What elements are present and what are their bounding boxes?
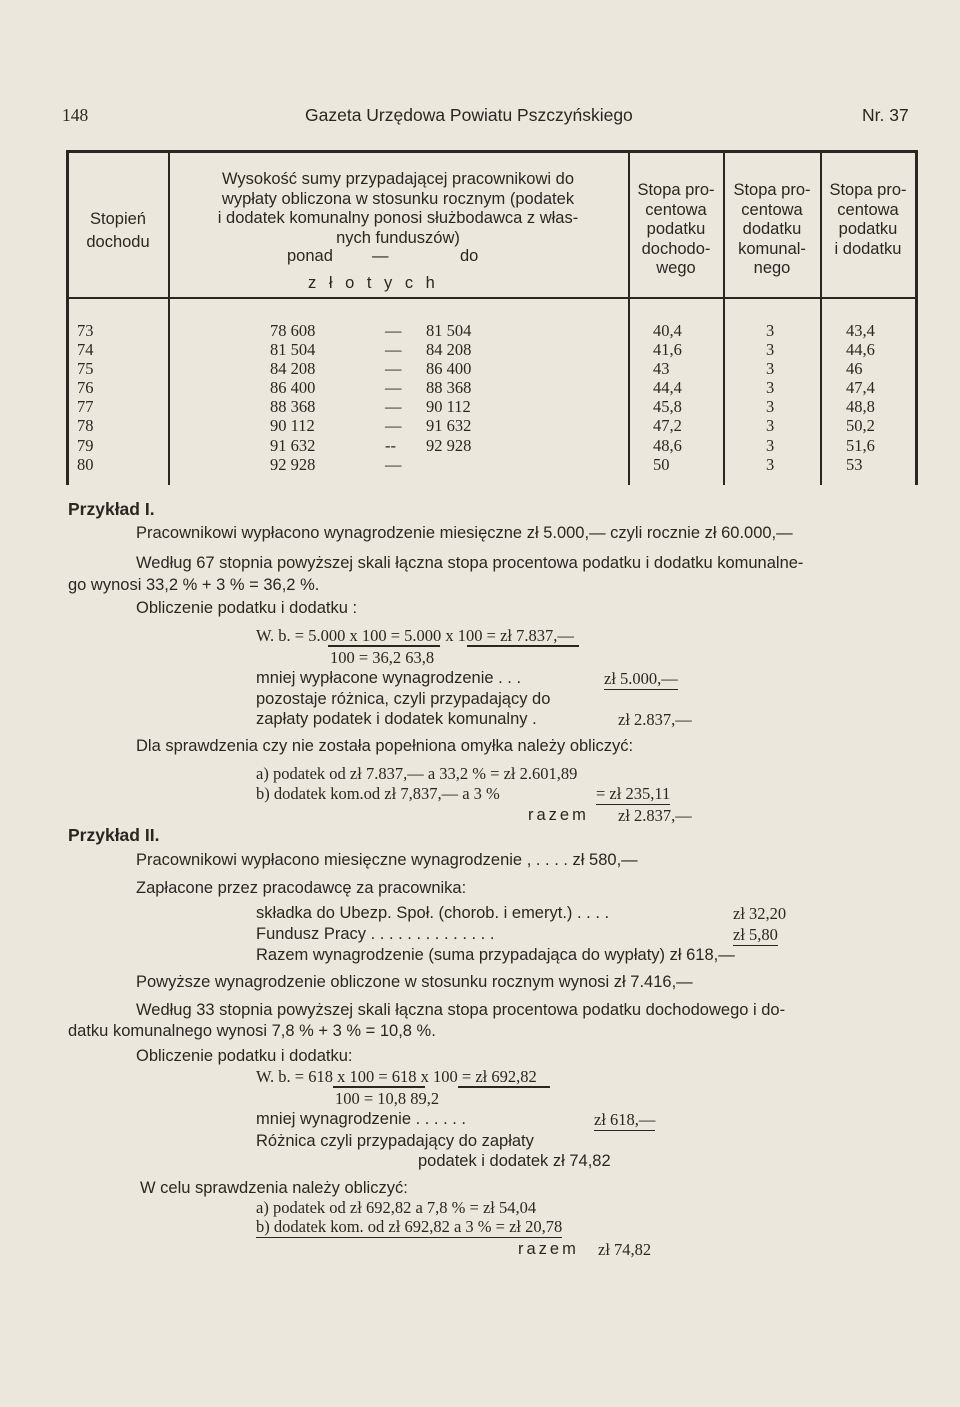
- cell-communal-rate: 3: [766, 359, 775, 378]
- calc-line: a) podatek od zł 692,82 a 7,8 % = zł 54,04: [256, 1198, 537, 1217]
- cell-to: 92 928: [426, 436, 472, 455]
- total-value: zł 2.837,—: [618, 806, 692, 825]
- cell-income-rate: 47,2: [653, 416, 682, 435]
- page-number: 148: [62, 105, 89, 125]
- head-text: podatku: [646, 220, 706, 238]
- head-do: do: [460, 247, 479, 265]
- head-text: komunal-: [738, 239, 806, 258]
- cell-communal-rate: 3: [766, 455, 775, 474]
- head-text: dochodu: [86, 233, 150, 251]
- issue-number: Nr. 37: [862, 105, 909, 125]
- head-text: centowa: [741, 200, 803, 219]
- cell-from: 86 400: [270, 378, 316, 397]
- head-text: i dodatku: [834, 239, 902, 258]
- cell-dash: --: [385, 436, 396, 455]
- calc-line: zapłaty podatek i dodatek komunalny .: [256, 710, 537, 728]
- cell-from: 90 112: [270, 416, 315, 435]
- calc-line: b) dodatek kom. od zł 692,82 a 3 % = zł 20,78: [256, 1217, 563, 1236]
- cell-communal-rate: 3: [766, 436, 775, 455]
- cell-total-rate: 48,8: [846, 397, 875, 416]
- cell-from: 84 208: [270, 359, 316, 378]
- fraction-bar: [328, 645, 440, 647]
- head-text: dodatku: [742, 220, 802, 238]
- head-text: i dodatek komunalny ponosi służbodawca z włas-: [217, 209, 579, 227]
- paragraph: Według 33 stopnia powyższej skali łączna stopa procentowa podatku dochodowego i do-: [136, 1001, 786, 1019]
- table-right-border: [915, 150, 918, 485]
- cell-income-rate: 48,6: [653, 436, 682, 455]
- formula: W. b. = 618 x 100 = 618 x 100 = zł 692,82: [256, 1067, 537, 1086]
- head-stopien: [70, 208, 166, 254]
- cell-dash: —: [385, 397, 402, 416]
- calc-line: składka do Ubezp. Społ. (chorob. i emeryt.) . . . .: [256, 904, 610, 922]
- cell-dash: —: [385, 321, 402, 340]
- calc-line: a) podatek od zł 7.837,— a 33,2 % = zł 2.601,89: [256, 764, 578, 783]
- cell-income-rate: 43: [653, 359, 670, 378]
- calc-line: Fundusz Pracy . . . . . . . . . . . . . .: [256, 925, 495, 943]
- cell-from: 81 504: [270, 340, 316, 359]
- cell-stopien: 74: [77, 340, 94, 359]
- calc-line: pozostaje różnica, czyli przypadający do: [256, 690, 551, 708]
- head-income-tax-rate: [630, 181, 722, 279]
- cell-to: 88 368: [426, 378, 472, 397]
- calc-line: podatek i dodatek zł 74,82: [418, 1152, 611, 1170]
- cell-stopien: 75: [77, 359, 94, 378]
- paragraph: Powyższe wynagrodzenie obliczone w stosunku rocznym wynosi zł 7.416,—: [136, 973, 693, 991]
- cell-to: 90 112: [426, 397, 471, 416]
- head-text: Stopa pro-: [733, 181, 811, 199]
- head-text: wypłaty obliczona w stosunku rocznym (podatek: [221, 189, 575, 208]
- paragraph: datku komunalnego wynosi 7,8 % + 3 % = 10,8 %.: [68, 1022, 436, 1040]
- head-total-rate: [822, 181, 914, 259]
- cell-income-rate: 44,4: [653, 378, 682, 397]
- paragraph: Obliczenie podatku i dodatku:: [136, 1047, 353, 1065]
- table-head-rule: [66, 297, 918, 299]
- cell-communal-rate: 3: [766, 416, 775, 435]
- calc-value: zł 2.837,—: [618, 710, 692, 729]
- head-amount: [170, 170, 626, 248]
- head-dash: —: [372, 247, 389, 265]
- cell-communal-rate: 3: [766, 321, 775, 340]
- cell-stopien: 78: [77, 416, 94, 435]
- example-two-title: Przykład II.: [68, 825, 160, 845]
- head-text: wego: [656, 259, 696, 277]
- calc-line: Razem wynagrodzenie (suma przypadająca do wypłaty) zł 618,—: [256, 946, 735, 964]
- head-text: centowa: [645, 200, 707, 219]
- head-text: nych funduszów): [336, 228, 460, 247]
- paragraph: W celu sprawdzenia należy obliczyć:: [140, 1179, 408, 1197]
- calc-value: zł 5.000,—: [604, 669, 678, 688]
- cell-to: 91 632: [426, 416, 472, 435]
- paragraph: Pracownikowi wypłacono miesięczne wynagrodzenie , . . . . zł 580,—: [136, 851, 638, 869]
- calc-line: b) dodatek kom.od zł 7,837,— a 3 %: [256, 784, 500, 803]
- paragraph: Pracownikowi wypłacono wynagrodzenie miesięczne zł 5.000,— czyli rocznie zł 60.000,—: [136, 524, 793, 542]
- cell-from: 92 928: [270, 455, 316, 474]
- cell-communal-rate: 3: [766, 340, 775, 359]
- table-left-border: [66, 150, 69, 485]
- cell-income-rate: 40,4: [653, 321, 682, 340]
- calc-line: mniej wynagrodzenie . . . . . .: [256, 1110, 467, 1128]
- cell-total-rate: 44,6: [846, 340, 875, 359]
- formula: 100 = 10,8 89,2: [335, 1089, 440, 1108]
- cell-dash: —: [385, 359, 402, 378]
- cell-to: 84 208: [426, 340, 472, 359]
- paragraph: Zapłacone przez pracodawcę za pracownika:: [136, 879, 467, 897]
- cell-income-rate: 45,8: [653, 397, 682, 416]
- head-text: Stopa pro-: [829, 181, 907, 199]
- head-ponad: ponad: [287, 247, 333, 265]
- fraction-bar: [458, 1086, 550, 1088]
- cell-stopien: 77: [77, 397, 94, 416]
- calc-value: zł 32,20: [733, 904, 787, 923]
- head-text: nego: [753, 259, 791, 277]
- fraction-bar: [333, 1086, 425, 1088]
- table-top-rule: [66, 150, 918, 153]
- calc-value: zł 618,—: [594, 1110, 656, 1129]
- cell-dash: —: [385, 455, 402, 474]
- total-value: zł 74,82: [598, 1240, 652, 1259]
- cell-income-rate: 50: [653, 455, 670, 474]
- paragraph: Obliczenie podatku i dodatku :: [136, 599, 358, 617]
- journal-title: Gazeta Urzędowa Powiatu Pszczyńskiego: [305, 105, 633, 125]
- head-text: Wysokość sumy przypadającej pracownikowi do: [222, 170, 574, 188]
- cell-to: 86 400: [426, 359, 472, 378]
- calc-value: = zł 235,11: [596, 784, 671, 803]
- head-text: dochodo-: [641, 239, 711, 258]
- cell-total-rate: 43,4: [846, 321, 875, 340]
- paragraph: Według 67 stopnia powyższej skali łączna stopa procentowa podatku i dodatku komunalne-: [136, 554, 804, 572]
- paragraph: Dla sprawdzenia czy nie została popełniona omyłka należy obliczyć:: [136, 737, 634, 755]
- head-text: Stopień: [90, 210, 146, 228]
- total-label: razem: [518, 1240, 579, 1258]
- head-communal-rate: [725, 181, 819, 279]
- total-label: razem: [528, 806, 589, 824]
- fraction-bar: [467, 645, 579, 647]
- head-text: centowa: [837, 200, 899, 219]
- calc-line: mniej wypłacone wynagrodzenie . . .: [256, 669, 522, 687]
- cell-stopien: 76: [77, 378, 94, 397]
- head-text: podatku: [838, 220, 898, 238]
- cell-stopien: 80: [77, 455, 94, 474]
- formula: W. b. = 5.000 x 100 = 5.000 x 100 = zł 7.837,—: [256, 626, 574, 645]
- cell-dash: —: [385, 416, 402, 435]
- cell-total-rate: 46: [846, 359, 863, 378]
- cell-income-rate: 41,6: [653, 340, 682, 359]
- cell-communal-rate: 3: [766, 397, 775, 416]
- head-text: Stopa pro-: [637, 181, 715, 199]
- head-unit: z ł o t y c h: [308, 274, 439, 292]
- cell-communal-rate: 3: [766, 378, 775, 397]
- paragraph: go wynosi 33,2 % + 3 % = 36,2 %.: [68, 576, 320, 594]
- cell-stopien: 79: [77, 436, 94, 455]
- cell-total-rate: 47,4: [846, 378, 875, 397]
- cell-stopien: 73: [77, 321, 94, 340]
- cell-dash: —: [385, 378, 402, 397]
- formula: 100 = 36,2 63,8: [330, 648, 435, 667]
- cell-total-rate: 53: [846, 455, 863, 474]
- cell-from: 78 608: [270, 321, 316, 340]
- cell-total-rate: 51,6: [846, 436, 875, 455]
- example-one-title: Przykład I.: [68, 499, 155, 519]
- calc-line: Różnica czyli przypadający do zapłaty: [256, 1132, 534, 1150]
- cell-dash: —: [385, 340, 402, 359]
- cell-total-rate: 50,2: [846, 416, 875, 435]
- calc-value: zł 5,80: [733, 925, 778, 944]
- cell-from: 91 632: [270, 436, 316, 455]
- cell-to: 81 504: [426, 321, 472, 340]
- cell-from: 88 368: [270, 397, 316, 416]
